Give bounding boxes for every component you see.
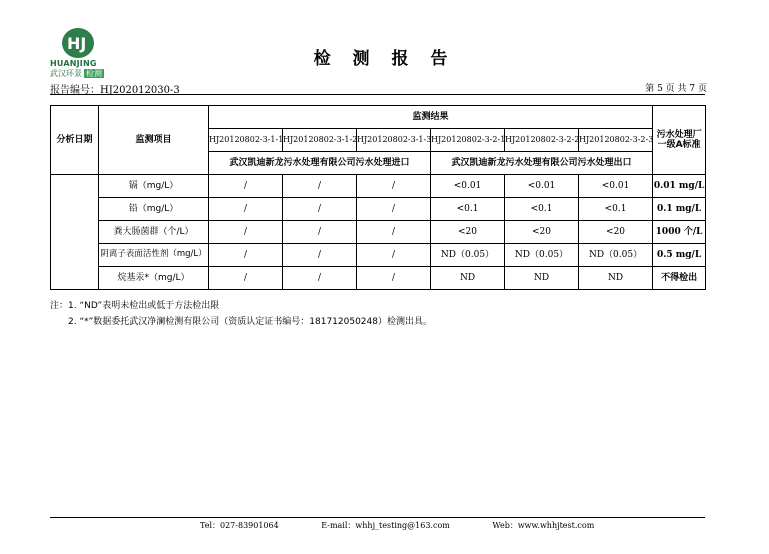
table-row (51, 221, 706, 244)
value-cell: <20 (431, 221, 505, 244)
logo-chinese-text (50, 68, 104, 79)
sample-code: HJ20120802-3-1-1 (209, 129, 283, 152)
standard-cell: 0.1 mg/L (653, 198, 706, 221)
footer-divider (50, 517, 705, 518)
value-cell: <0.1 (579, 198, 653, 221)
value-cell: / (283, 175, 357, 198)
group-outlet: 武汉凯迪新龙污水处理有限公司污水处理出口 (431, 152, 653, 175)
value-cell: / (283, 244, 357, 267)
col-header-item: 监测项目 (99, 106, 209, 175)
logo-mark-icon: HJ (62, 28, 94, 58)
value-cell: / (357, 221, 431, 244)
value-cell: <20 (579, 221, 653, 244)
group-inlet: 武汉凯迪新龙污水处理有限公司污水处理进口 (209, 152, 431, 175)
footer-tel: Tel：027-83901064 (200, 521, 279, 530)
value-cell: ND (505, 267, 579, 290)
value-cell: / (283, 221, 357, 244)
value-cell: / (209, 244, 283, 267)
item-cell: 阴离子表面活性剂（mg/L） (99, 244, 209, 267)
item-cell: 镉（mg/L） (99, 175, 209, 198)
value-cell: / (209, 267, 283, 290)
value-cell: ND（0.05） (431, 244, 505, 267)
table-row (51, 198, 706, 221)
header-divider (50, 94, 705, 95)
item-cell: 粪大肠菌群（个/L） (99, 221, 209, 244)
table-row (51, 267, 706, 290)
results-table (50, 105, 706, 290)
col-header-date: 分析日期 (51, 106, 99, 175)
table-row (51, 175, 706, 198)
value-cell: <0.01 (431, 175, 505, 198)
footer-email: E-mail：whhj_testing@163.com (321, 521, 450, 530)
value-cell: <0.01 (579, 175, 653, 198)
value-cell: / (283, 198, 357, 221)
value-cell: <0.1 (505, 198, 579, 221)
report-number: 报告编号：HJ202012030-3 (50, 85, 180, 96)
table-header-row-1 (51, 106, 706, 129)
standard-cell: 1000 个/L (653, 221, 706, 244)
col-header-results: 监测结果 (209, 106, 653, 129)
col-header-standard: 污水处理厂一级A标准 (653, 106, 706, 175)
standard-cell: 0.01 mg/L (653, 175, 706, 198)
logo-cn-name: 武汉环景 (50, 69, 82, 78)
page-number: 第 5 页 共 7 页 (645, 84, 707, 94)
sample-code: HJ20120802-3-2-2 (505, 129, 579, 152)
logo-cn-tag: 检测 (86, 69, 102, 78)
value-cell: / (209, 198, 283, 221)
note-2: 2. “*”数据委托武汉净澜检测有限公司（资质认定证书编号：181712050248）检测出具。 (68, 317, 432, 327)
table-row (51, 244, 706, 267)
notes-section (50, 298, 432, 330)
note-1: 注：1. “ND”表明未检出或低于方法检出限 (50, 301, 220, 311)
sample-code: HJ20120802-3-2-1 (431, 129, 505, 152)
date-cell (51, 175, 99, 290)
footer-contact (200, 520, 594, 531)
sample-code: HJ20120802-3-1-2 (283, 129, 357, 152)
logo-english-text: HUANJING (50, 59, 97, 68)
value-cell: / (209, 175, 283, 198)
value-cell: ND (579, 267, 653, 290)
value-cell: / (357, 244, 431, 267)
value-cell: / (357, 198, 431, 221)
value-cell: <20 (505, 221, 579, 244)
value-cell: ND（0.05） (579, 244, 653, 267)
item-cell: 烷基汞*（mg/L） (99, 267, 209, 290)
value-cell: / (283, 267, 357, 290)
page-title: 检 测 报 告 (313, 49, 456, 69)
value-cell: / (357, 175, 431, 198)
value-cell: <0.1 (431, 198, 505, 221)
standard-cell: 0.5 mg/L (653, 244, 706, 267)
value-cell: <0.01 (505, 175, 579, 198)
value-cell: / (209, 221, 283, 244)
footer-web: Web：www.whhjtest.com (492, 521, 595, 530)
sample-code: HJ20120802-3-1-3 (357, 129, 431, 152)
value-cell: / (357, 267, 431, 290)
value-cell: ND（0.05） (505, 244, 579, 267)
item-cell: 铅（mg/L） (99, 198, 209, 221)
sample-code: HJ20120802-3-2-3 (579, 129, 653, 152)
standard-cell: 不得检出 (653, 267, 706, 290)
value-cell: ND (431, 267, 505, 290)
